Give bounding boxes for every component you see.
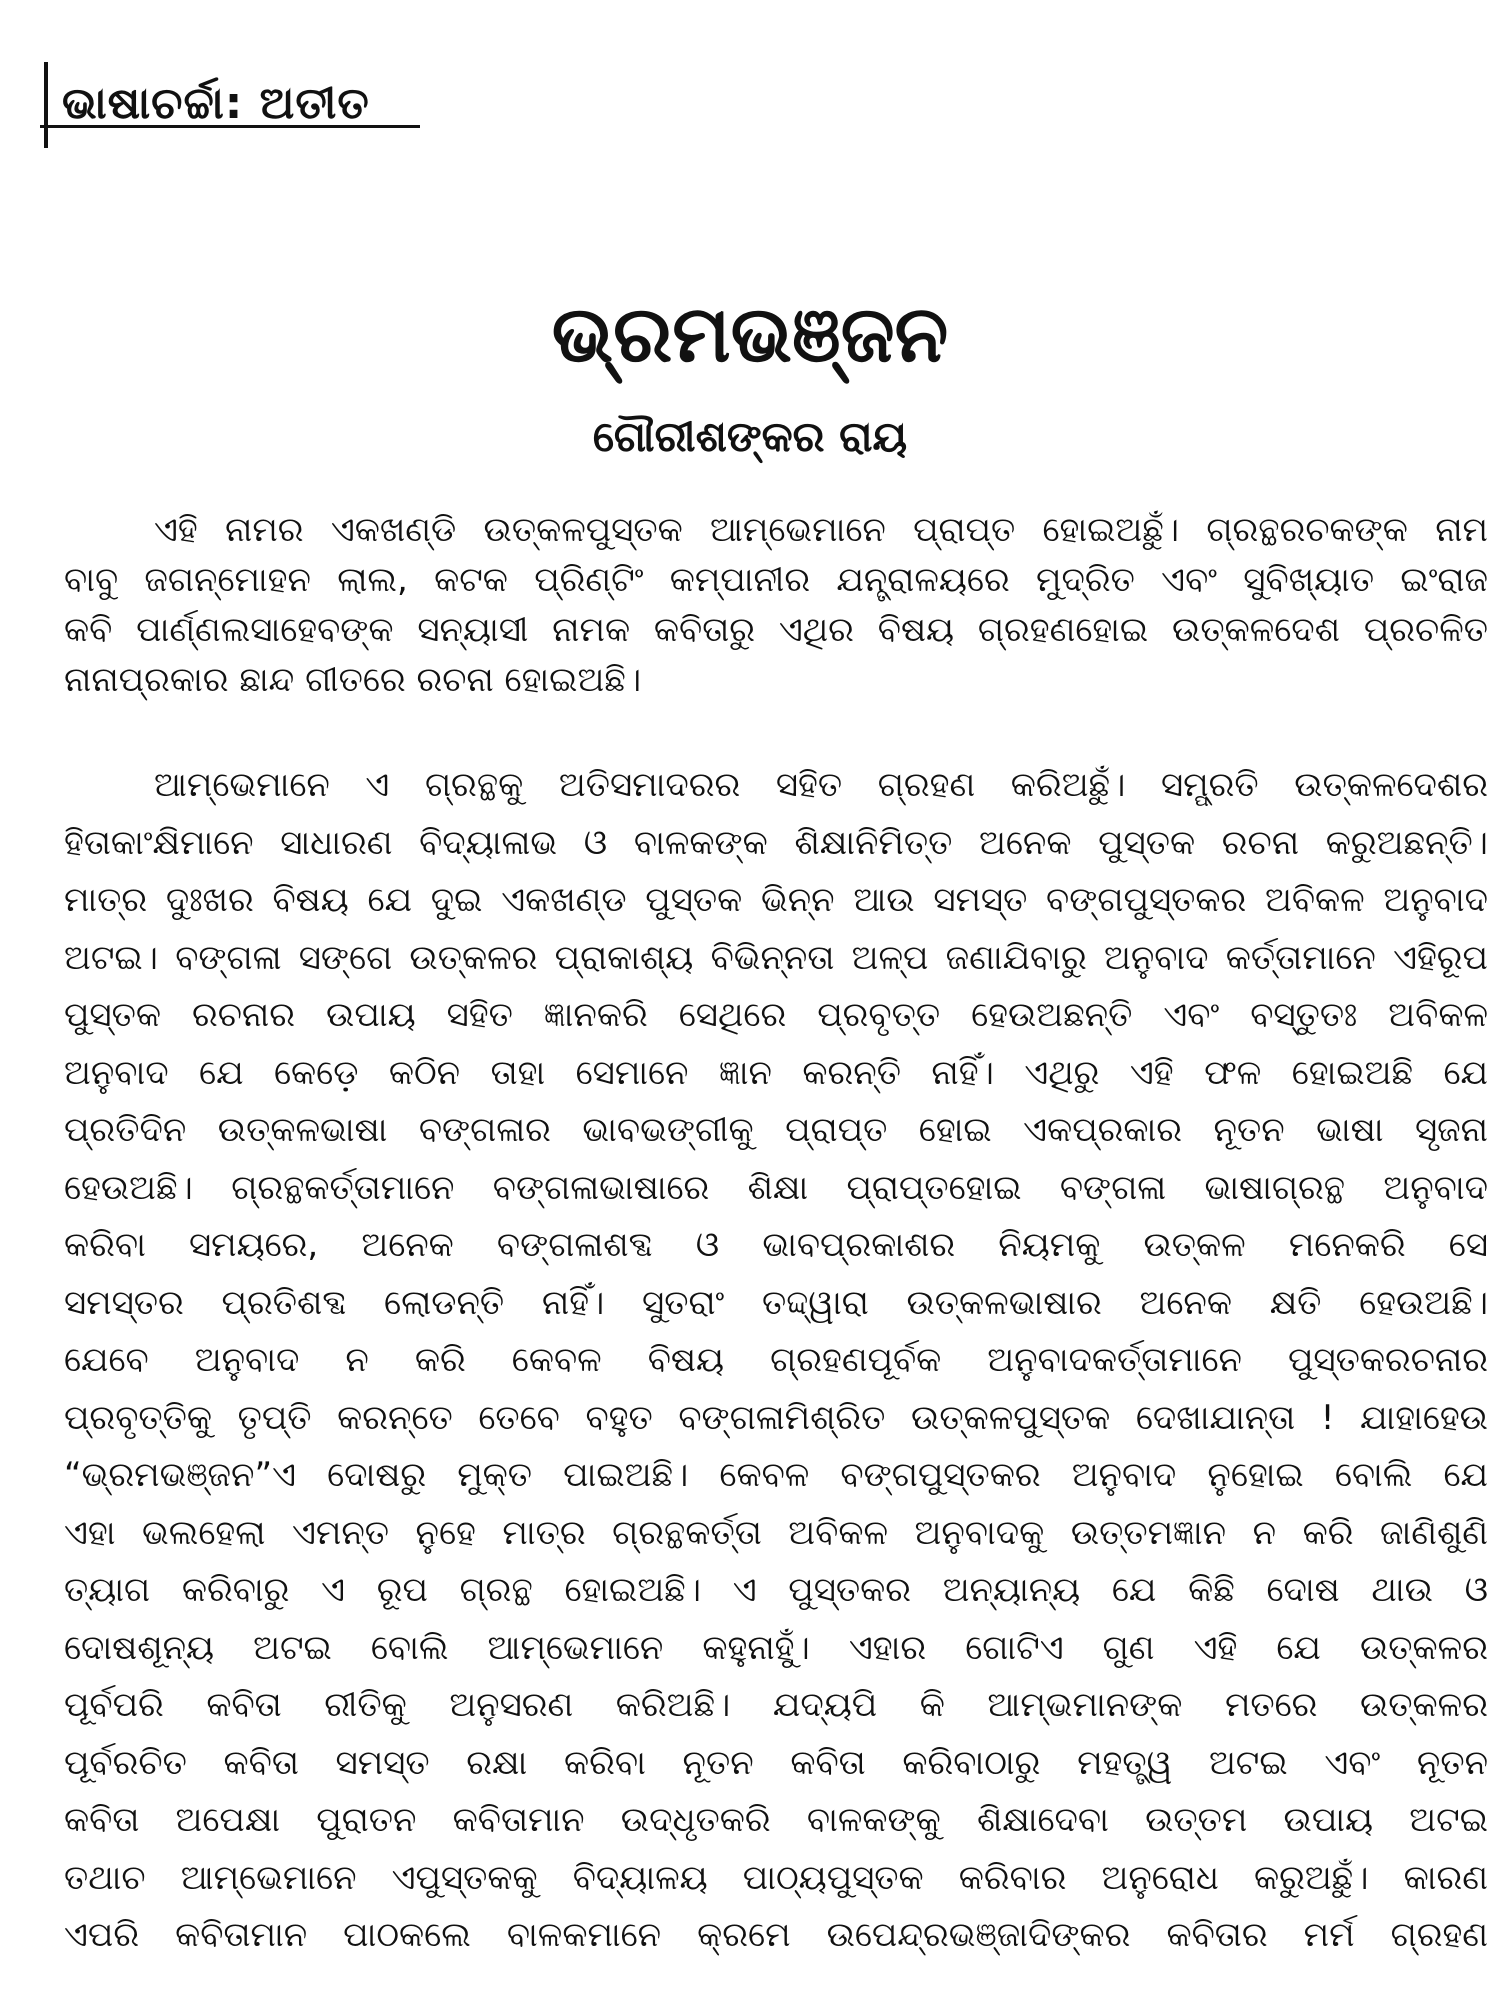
article-author: ଗୌରୀଶଙ୍କର ରାୟ: [592, 412, 908, 461]
text-line: ପୂର୍ବରଚିତ କବିତା ସମସ୍ତ ରକ୍ଷା କରିବା ନୂତନ କବିତା କରିବାଠାରୁ ମହତ୍ତ୍ୱ ଅଟଇ ଏବଂ ନୂତନ: [64, 1742, 1488, 1783]
text-line: ଦୋଷଶୂନ୍ୟ ଅଟଇ ବୋଲି ଆମ୍ଭେମାନେ କହୁନାହୁଁ। ଏହାର ଗୋଟିଏ ଗୁଣ ଏହି ଯେ ଉତ୍କଳର: [64, 1627, 1488, 1668]
text-line: ପ୍ରତିଦିନ ଉତ୍କଳଭାଷା ବଙ୍ଗଳାର ଭାବଭଙ୍ଗୀକୁ ପ୍ରାପ୍ତ ହୋଇ ଏକପ୍ରକାର ନୂତନ ଭାଷା ସୃଜନା: [64, 1110, 1488, 1150]
text-line: ସମସ୍ତର ପ୍ରତିଶବ୍ଦ ଲୋଡନ୍ତି ନାହିଁ। ସୁତରାଂ ତଦ୍ଦ୍ୱାରା ଉତ୍କଳଭାଷାର ଅନେକ କ୍ଷତି ହେଉଅଛି।: [64, 1282, 1488, 1323]
text-line: ଆମ୍ଭେମାନେ ଏ ଗ୍ରନ୍ଥକୁ ଅତିସମାଦରର ସହିତ ଗ୍ରହଣ କରିଅଛୁଁ। ସମ୍ପ୍ରତି ଉତ୍କଳଦେଶର: [154, 765, 1488, 805]
text-line: ପୂର୍ବପରି କବିତା ରୀତିକୁ ଅନୁସରଣ କରିଅଛି। ଯଦ୍ୟପି କି ଆମ୍ଭମାନଙ୍କ ମତରେ ଉତ୍କଳର: [64, 1685, 1488, 1725]
text-line: ତ୍ୟାଗ କରିବାରୁ ଏ ରୂପ ଗ୍ରନ୍ଥ ହୋଇଅଛି। ଏ ପୁସ୍ତକର ଅନ୍ୟାନ୍ୟ ଯେ କିଛି ଦୋଷ ଥାଉ ଓ: [64, 1570, 1488, 1610]
paragraph-2: [64, 757, 1488, 1965]
text-line: ଏହି ନାମର ଏକଖଣ୍ଡି ଉତ୍କଳପୁସ୍ତକ ଆମ୍ଭେମାନେ ପ୍ରାପ୍ତ ହୋଇଅଛୁଁ। ଗ୍ରନ୍ଥରଚକଙ୍କ ନାମ: [154, 510, 1488, 550]
text-line: ଏହା ଭଲହେଲା ଏମନ୍ତ ନୁହେ ମାତ୍ର ଗ୍ରନ୍ଥକର୍ତ୍ତା ଅବିକଳ ଅନୁବାଦକୁ ଉତ୍ତମଜ୍ଞାନ ନ କରି ଜାଣିଶୁଣି: [64, 1512, 1488, 1553]
text-line: କବି ପାର୍ଣ୍ଣଲସାହେବଙ୍କ ସନ୍ୟାସୀ ନାମକ କବିତାରୁ ଏଥିର ବିଷୟ ଗ୍ରହଣହୋଇ ଉତ୍କଳଦେଶ ପ୍ରଚଳିତ: [64, 610, 1488, 650]
header-vertical-rule: [44, 62, 48, 148]
text-line: ମାତ୍ର ଦୁଃଖର ବିଷୟ ଯେ ଦୁଇ ଏକଖଣ୍ଡ ପୁସ୍ତକ ଭିନ୍ନ ଆଉ ସମସ୍ତ ବଙ୍ଗପୁସ୍ତକର ଅବିକଳ ଅନୁବାଦ: [64, 880, 1488, 920]
text-line: ନାନାପ୍ରକାର ଛାନ୍ଦ ଗୀତରେ ରଚନା ହୋଇଅଛି।: [64, 660, 642, 700]
text-line: ପୁସ୍ତକ ରଚନାର ଉପାୟ ସହିତ ଜ୍ଞାନକରି ସେଥିରେ ପ୍ରବୃତ୍ତ ହେଉଅଛନ୍ତି ଏବଂ ବସ୍ତୁତଃ ଅବିକଳ: [64, 995, 1488, 1035]
text-line: “ଭ୍ରମଭଞ୍ଜନ”ଏ ଦୋଷରୁ ମୁକ୍ତ ପାଇଅଛି। କେବଳ ବଙ୍ଗପୁସ୍ତକର ଅନୁବାଦ ନୁହୋଇ ବୋଲି ଯେ: [64, 1455, 1488, 1495]
text-line: ବାବୁ ଜଗନ୍ମୋହନ ଲାଲ, କଟକ ପ୍ରିଣ୍ଟିଂ କମ୍ପାନୀର ଯନ୍ତ୍ରାଳୟରେ ମୁଦ୍ରିତ ଏବଂ ସୁବିଖ୍ୟାତ ଇଂରାଜ: [64, 560, 1488, 600]
article-title: ଭ୍ରମଭଞ୍ଜନ: [551, 290, 949, 380]
text-line: ଯେବେ ଅନୁବାଦ ନ କରି କେବଳ ବିଷୟ ଗ୍ରହଣପୂର୍ବକ ଅନୁବାଦକର୍ତ୍ତାମାନେ ପୁସ୍ତକରଚନାର: [64, 1340, 1488, 1380]
text-line: ତଥାଚ ଆମ୍ଭେମାନେ ଏପୁସ୍ତକକୁ ବିଦ୍ୟାଳୟ ପାଠ୍ୟପୁସ୍ତକ କରିବାର ଅନୁରୋଧ କରୁଅଛୁଁ। କାରଣ: [64, 1857, 1488, 1898]
text-line: ଅନୁବାଦ ଯେ କେଡ଼େ କଠିନ ତାହା ସେମାନେ ଜ୍ଞାନ କରନ୍ତି ନାହିଁ। ଏଥିରୁ ଏହି ଫଳ ହୋଇଅଛି ଯେ: [64, 1052, 1488, 1093]
text-line: ହେଉଅଛି। ଗ୍ରନ୍ଥକର୍ତ୍ତାମାନେ ବଙ୍ଗଳାଭାଷାରେ ଶିକ୍ଷା ପ୍ରାପ୍ତହୋଇ ବଙ୍ଗଳା ଭାଷାଗ୍ରନ୍ଥ ଅନୁବାଦ: [64, 1167, 1488, 1208]
text-line: ହିତାକାଂକ୍ଷିମାନେ ସାଧାରଣ ବିଦ୍ୟାଳାଭ ଓ ବାଳକଙ୍କ ଶିକ୍ଷାନିମିତ୍ତ ଅନେକ ପୁସ୍ତକ ରଚନା କରୁଅଛନ୍ତି।: [64, 822, 1488, 863]
text-line: କରିବା ସମୟରେ, ଅନେକ ବଙ୍ଗଳାଶବ୍ଦ ଓ ଭାବପ୍ରକାଶର ନିୟମକୁ ଉତ୍କଳ ମନେକରି ସେ: [64, 1225, 1488, 1265]
paragraph-1: [64, 505, 1488, 705]
text-line: ଅଟଇ। ବଙ୍ଗଳା ସଙ୍ଗେ ଉତ୍କଳର ପ୍ରାକାଶ୍ୟ ବିଭିନ୍ନତା ଅଳ୍ପ ଜଣାଯିବାରୁ ଅନୁବାଦ କର୍ତ୍ତାମାନେ ଏହିରୂପ: [64, 937, 1488, 978]
text-line: ଏପରି କବିତାମାନ ପାଠକଲେ ବାଳକମାନେ କ୍ରମେ ଉପେନ୍ଦ୍ରଭଞ୍ଜାଦିଙ୍କର କବିତାର ମର୍ମ ଗ୍ରହଣ: [64, 1915, 1488, 1955]
text-line: କବିତା ଅପେକ୍ଷା ପୁରାତନ କବିତାମାନ ଉଦ୍ଧୃତକରି ବାଳକଙ୍କୁ ଶିକ୍ଷାଦେବା ଉତ୍ତମ ଉପାୟ ଅଟଇ: [64, 1800, 1488, 1840]
section-header: ଭାଷାଚର୍ଚ୍ଚା: ଅତୀତ: [62, 78, 370, 129]
text-line: ପ୍ରବୃତ୍ତିକୁ ତୃପ୍ତି କରନ୍ତେ ତେବେ ବହୁତ ବଙ୍ଗଳାମିଶ୍ରିତ ଉତ୍କଳପୁସ୍ତକ ଦେଖାଯାନ୍ତା ! ଯାହାହେଉ: [64, 1397, 1488, 1438]
